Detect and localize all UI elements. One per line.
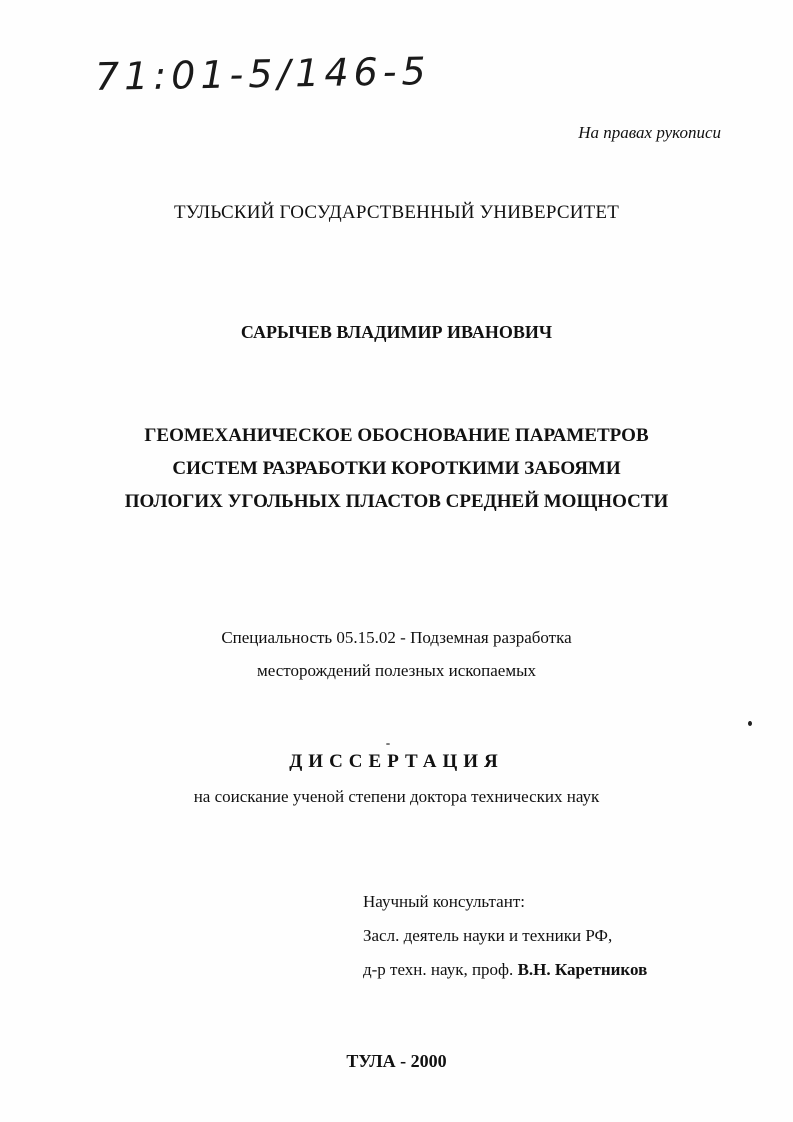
archive-code-handwritten: 71:01-5/146-5 bbox=[94, 49, 431, 99]
consultant-title: Засл. деятель науки и техники РФ, bbox=[363, 926, 613, 945]
title-line: ПОЛОГИХ УГОЛЬНЫХ ПЛАСТОВ СРЕДНЕЙ МОЩНОСТИ bbox=[124, 491, 669, 512]
consultant-degree bbox=[363, 953, 647, 987]
consultant-heading: Научный консультант: bbox=[363, 892, 525, 911]
rights-note: На правах рукописи bbox=[578, 123, 721, 142]
consultant-block bbox=[363, 885, 647, 987]
title-line: ГЕОМЕХАНИЧЕСКОЕ ОБОСНОВАНИЕ ПАРАМЕТРОВ bbox=[144, 425, 649, 446]
university-name: ТУЛЬСКИЙ ГОСУДАРСТВЕННЫЙ УНИВЕРСИТЕТ bbox=[173, 202, 620, 223]
document-type: ДИССЕРТАЦИЯ bbox=[289, 751, 504, 772]
scan-speck bbox=[386, 743, 390, 745]
scan-speck bbox=[748, 721, 752, 726]
author-name: САРЫЧЕВ ВЛАДИМИР ИВАНОВИЧ bbox=[240, 322, 553, 342]
degree-line: на соискание ученой степени доктора технических наук bbox=[193, 787, 600, 806]
title-line: СИСТЕМ РАЗРАБОТКИ КОРОТКИМИ ЗАБОЯМИ bbox=[172, 458, 621, 479]
specialty-line: Специальность 05.15.02 - Подземная разработка bbox=[221, 628, 572, 647]
city-year: ТУЛА - 2000 bbox=[346, 1051, 447, 1071]
specialty bbox=[0, 621, 793, 687]
consultant-name: В.Н. Каретников bbox=[517, 960, 648, 979]
specialty-line: месторождений полезных ископаемых bbox=[256, 661, 537, 680]
consultant-degree-prefix: д-р техн. наук, проф. bbox=[363, 960, 518, 979]
dissertation-title bbox=[0, 419, 793, 518]
